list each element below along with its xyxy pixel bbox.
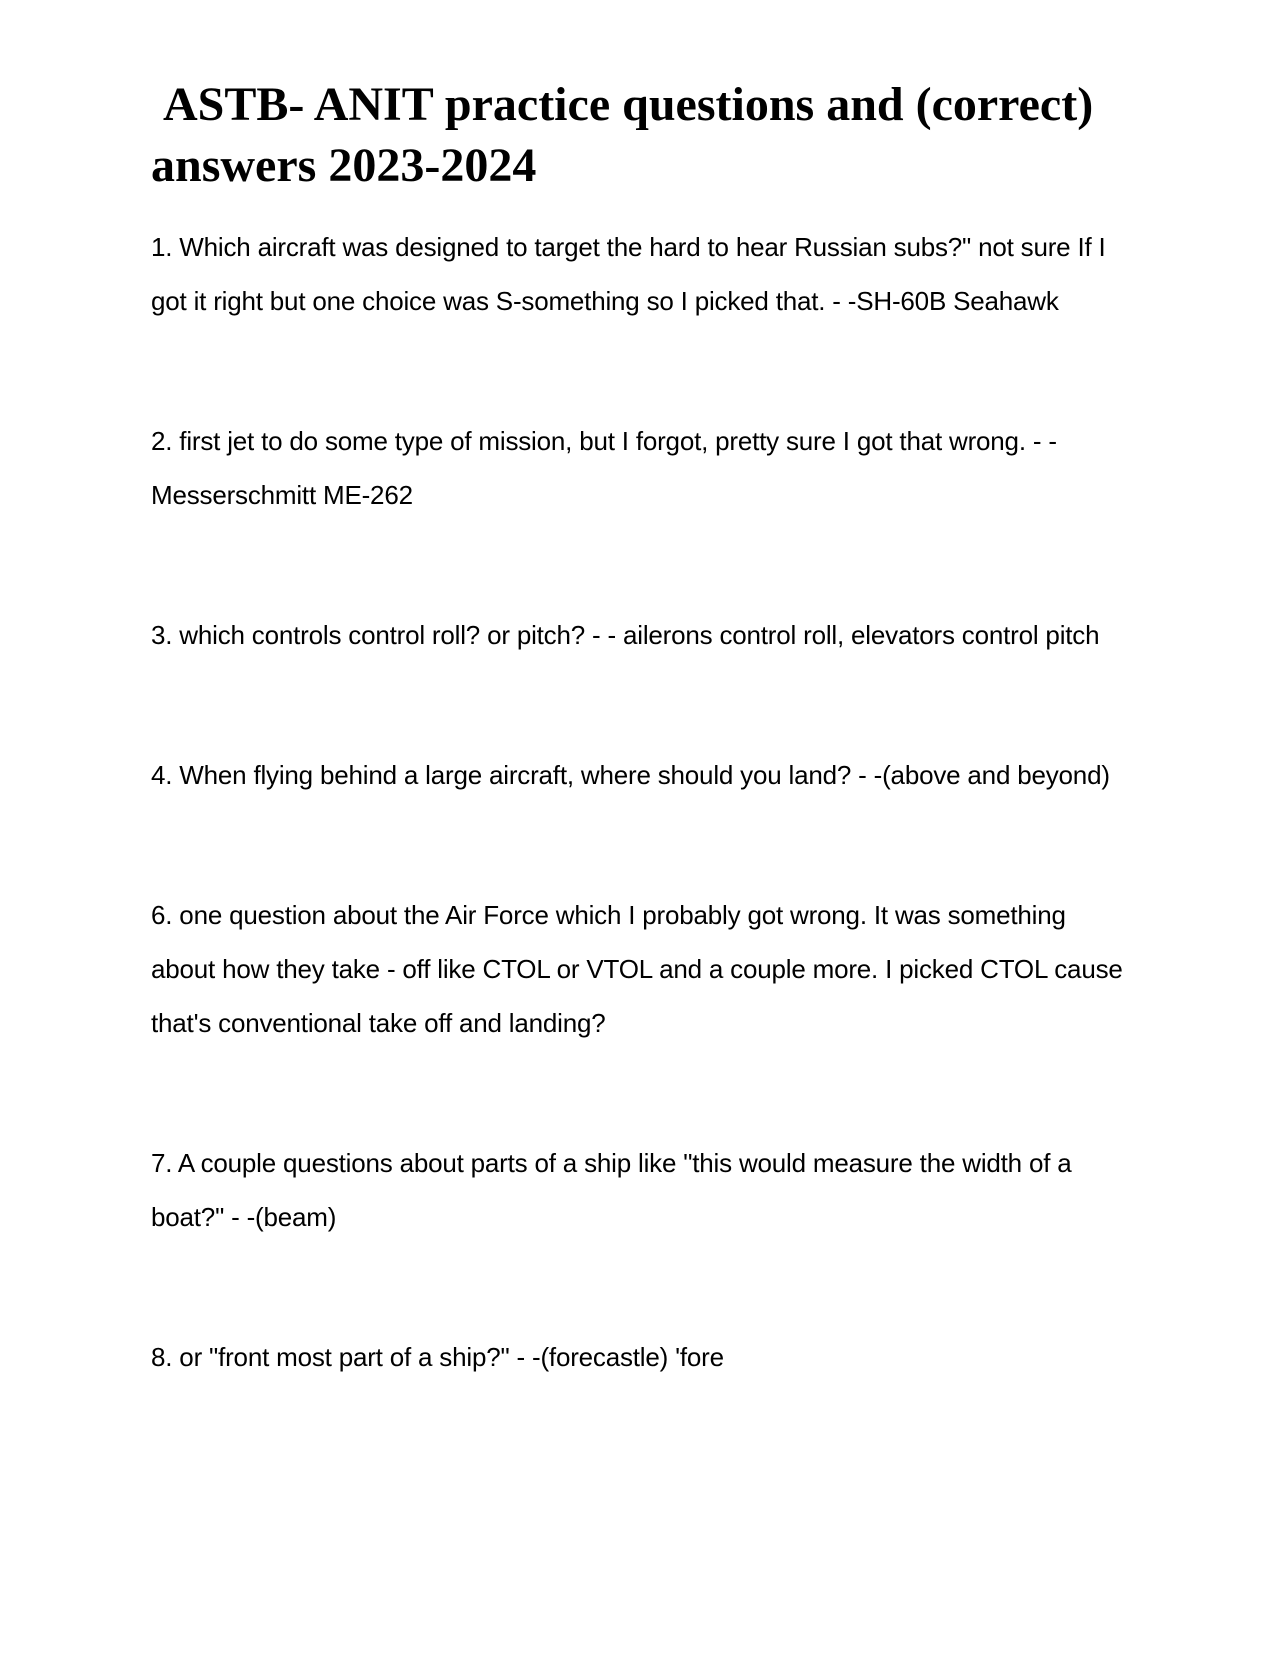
question-list xyxy=(151,220,1130,1384)
question-item-6: 6. one question about the Air Force which I probably got wrong. It was something about how they take - off like CTOL or VTOL and a couple more. I picked CTOL cause that's conventional take off and landing? xyxy=(151,900,1123,1038)
question-item-7: 7. A couple questions about parts of a ship like "this would measure the width of a boat?" - -(beam) xyxy=(151,1148,1072,1232)
question-item-8: 8. or "front most part of a ship?" - -(forecastle) 'fore xyxy=(151,1342,724,1372)
question-item-2: 2. first jet to do some type of mission, but I forgot, pretty sure I got that wrong. - -Messerschmitt ME-262 xyxy=(151,426,1057,510)
question-item-3: 3. which controls control roll? or pitch? - - ailerons control roll, elevators control pitch xyxy=(151,620,1100,650)
question-item-1: 1. Which aircraft was designed to target the hard to hear Russian subs?" not sure If I got it right but one choice was S-something so I picked that. - -SH-60B Seahawk xyxy=(151,232,1106,316)
question-item-4: 4. When flying behind a large aircraft, where should you land? - -(above and beyond) xyxy=(151,760,1110,790)
document-title: ASTB- ANIT practice questions and (correct) answers 2023-2024 xyxy=(151,78,1106,192)
